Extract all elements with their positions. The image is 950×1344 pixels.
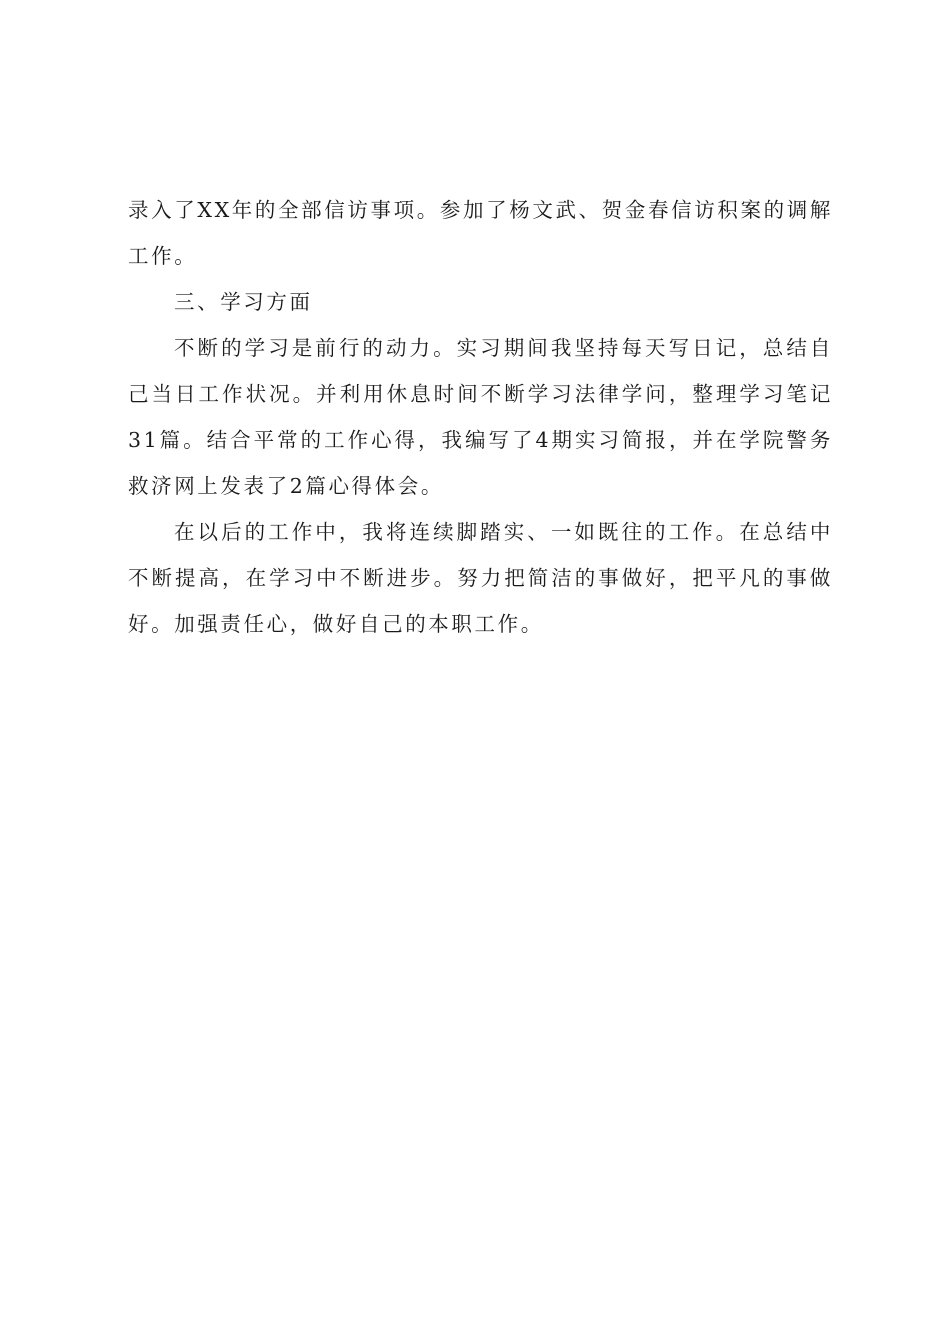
paragraph-study: 不断的学习是前行的动力。实习期间我坚持每天写日记，总结自己当日工作状况。并利用休息时间不断学习法律学问，整理学习笔记31篇。结合平常的工作心得，我编写了4期实习简报，并在学院警务救济网上发表了2篇心得体会。: [128, 336, 833, 498]
document-body: [128, 187, 833, 647]
paragraph-conclusion: 在以后的工作中，我将连续脚踏实、一如既往的工作。在总结中不断提高，在学习中不断进步。努力把简洁的事做好，把平凡的事做好。加强责任心，做好自己的本职工作。: [128, 520, 833, 636]
section-heading-study: 三、学习方面: [174, 290, 313, 314]
paragraph-continuation: 录入了XX年的全部信访事项。参加了杨文武、贺金春信访积案的调解工作。: [128, 198, 833, 268]
